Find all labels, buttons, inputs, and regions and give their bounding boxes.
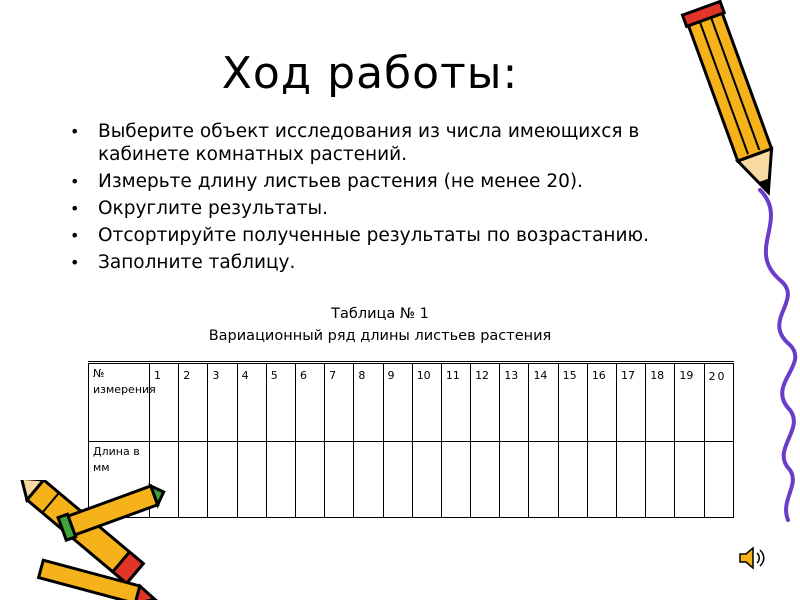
column-header: 15 <box>558 363 587 442</box>
table-title: Вариационный ряд длины листьев растения <box>208 328 552 344</box>
table-cell[interactable] <box>412 441 441 517</box>
table-number: Таблица № 1 <box>331 306 429 322</box>
squiggle-line <box>760 190 795 520</box>
column-header: 2 <box>179 363 208 442</box>
steps-list <box>66 120 706 278</box>
column-header: 12 <box>471 363 500 442</box>
column-header: 11 <box>441 363 470 442</box>
step-text: Измерьте длину листьев растения (не менее 20). <box>98 171 583 192</box>
list-item <box>66 251 706 274</box>
bullet: • <box>70 172 80 191</box>
column-header: 19 <box>675 363 704 442</box>
bullet: • <box>70 122 80 141</box>
table-cell[interactable] <box>587 441 616 517</box>
bullet: • <box>70 226 80 245</box>
column-header: 18 <box>646 363 675 442</box>
table-cell[interactable] <box>441 441 470 517</box>
table-cell[interactable] <box>266 441 295 517</box>
column-header: 17 <box>617 363 646 442</box>
column-header: 16 <box>587 363 616 442</box>
table-cell[interactable] <box>208 441 237 517</box>
step-text: Выберите объект исследования из числа имеющихся в кабинете комнатных растений. <box>98 121 640 165</box>
column-header: 20 <box>704 363 733 442</box>
row-label-length: Длина в мм <box>89 441 150 517</box>
column-header: 9 <box>383 363 412 442</box>
table-cell[interactable] <box>471 441 500 517</box>
table-cell[interactable] <box>529 441 558 517</box>
list-item <box>66 197 706 220</box>
list-item <box>66 170 706 193</box>
column-header: 10 <box>412 363 441 442</box>
table-cell[interactable] <box>354 441 383 517</box>
column-header: 14 <box>529 363 558 442</box>
column-header: 1 <box>150 363 179 442</box>
table-row <box>89 441 734 517</box>
column-header: 4 <box>237 363 266 442</box>
table-cell[interactable] <box>558 441 587 517</box>
slide-title: Ход работы: <box>221 48 519 99</box>
step-text: Округлите результаты. <box>98 198 329 219</box>
column-header: 13 <box>500 363 529 442</box>
column-header: 5 <box>266 363 295 442</box>
table-cell[interactable] <box>179 441 208 517</box>
table-cell[interactable] <box>295 441 324 517</box>
table-cell[interactable] <box>383 441 412 517</box>
list-item <box>66 224 706 247</box>
column-header: 7 <box>325 363 354 442</box>
table-cell[interactable] <box>325 441 354 517</box>
column-header: 6 <box>295 363 324 442</box>
step-text: Отсортируйте полученные результаты по возрастанию. <box>98 225 649 246</box>
table-row <box>89 363 734 442</box>
crayon-icon <box>0 480 170 600</box>
table-cell[interactable] <box>500 441 529 517</box>
table-cell[interactable] <box>237 441 266 517</box>
column-header: 8 <box>354 363 383 442</box>
sound-icon[interactable] <box>738 544 768 572</box>
column-header: 3 <box>208 363 237 442</box>
list-item <box>66 120 706 166</box>
pencil-body <box>683 1 788 199</box>
bullet: • <box>70 253 80 272</box>
row-label-measurement: № измерения <box>89 363 150 442</box>
pencil-icon <box>640 0 800 600</box>
variation-table <box>88 361 734 518</box>
bullet: • <box>70 199 80 218</box>
step-text: Заполните таблицу. <box>98 252 296 273</box>
